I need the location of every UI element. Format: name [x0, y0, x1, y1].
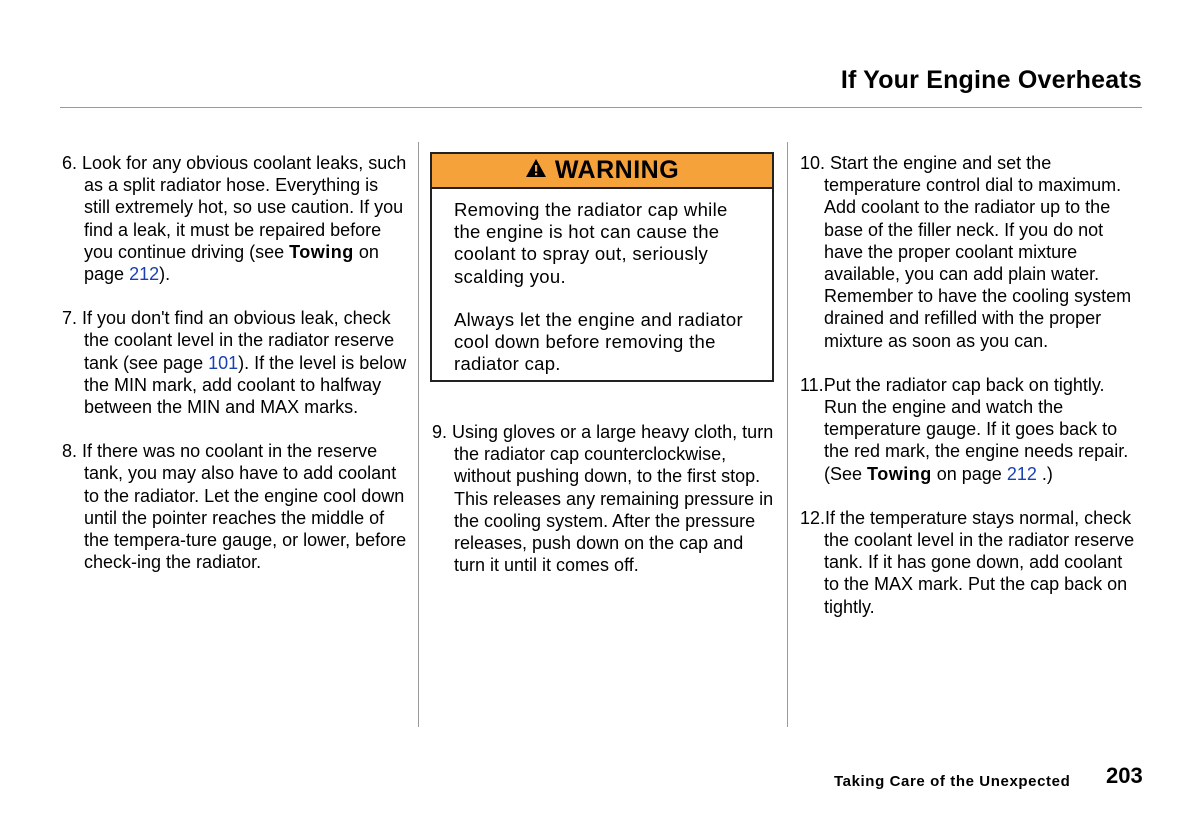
step-10: [800, 152, 1142, 352]
step-12: [800, 507, 1142, 618]
page-link-212[interactable]: 212: [1006, 463, 1037, 484]
warning-body: [432, 189, 772, 375]
step-text: If there was no coolant in the reserve tank, you may also have to add coolant to the radiator. Let the engine cool down until the pointer reaches the middle of the tempera-ture gauge, or lower, before check-ing the radiator.: [82, 441, 407, 573]
step-text: Using gloves or a large heavy cloth, turn the radiator cap counterclockwise, without pushing down, to the first stop. This releases any remaining pressure in the cooling system. After the pressure releases, push down on the cap and turn it until it comes off.: [452, 422, 774, 576]
step-7: [62, 307, 408, 418]
step-bold-term: Towing: [867, 463, 932, 484]
warning-paragraph-1: Removing the radiator cap while the engine is hot can cause the coolant to spray out, seriously scalding you.: [454, 199, 728, 287]
step-bold-term: Towing: [289, 241, 354, 262]
step-tail: ).: [159, 264, 171, 285]
page-link-101[interactable]: 101: [208, 352, 239, 373]
step-tail: .): [1041, 463, 1053, 484]
step-number: 9.: [432, 422, 448, 442]
warning-heading: WARNING: [554, 156, 680, 184]
column-3: [800, 152, 1142, 640]
step-text-after: on page: [936, 463, 1002, 484]
step-number: 10.: [800, 153, 826, 173]
step-number: 6.: [62, 153, 78, 173]
step-8: [62, 440, 408, 573]
title-rule: [60, 107, 1142, 108]
page-number: 203: [1106, 763, 1143, 788]
step-number: 11.: [800, 374, 824, 395]
column-2: [432, 421, 774, 598]
warning-header: [432, 154, 772, 189]
step-text-after: on page: [84, 241, 379, 285]
column-divider-left: [418, 142, 419, 727]
step-9: [432, 421, 774, 576]
step-text: Look for any obvious coolant leaks, such as a split radiator hose. Everything is still extremely hot, so use caution. If you find a leak, it must be repaired before you continue driving (see: [82, 153, 407, 262]
step-number: 7.: [62, 308, 78, 329]
warning-box: [430, 152, 774, 382]
step-text: If you don't find an obvious leak, check the coolant level in the radiator reserve tank (see page: [82, 308, 395, 373]
step-text: Put the radiator cap back on tightly. Run the engine and watch the temperature gauge. If it goes back to the red mark, the engine needs repair. (See: [823, 374, 1129, 484]
footer-section-label: Taking Care of the Unexpected: [834, 773, 1071, 790]
step-tail: ). If the level is below the MIN mark, add coolant to halfway between the MIN and MAX marks.: [84, 352, 407, 418]
step-text: If the temperature stays normal, check the coolant level in the radiator reserve tank. If it has gone down, add coolant to the MAX mark. Put the cap back on tightly.: [824, 507, 1135, 617]
step-11: [800, 374, 1142, 485]
column-divider-right: [787, 142, 788, 727]
step-text: Start the engine and set the temperature control dial to maximum. Add coolant to the radiator up to the base of the filler neck. If you do not have the proper coolant mixture available, you can add plain water. Remember to have the cooling system drained and refilled with the proper mixture as soon as you can.: [824, 153, 1132, 351]
step-number: 8.: [62, 441, 78, 462]
page-link-212[interactable]: 212: [129, 264, 160, 285]
warning-triangle-icon: [525, 156, 547, 185]
step-number: 12.: [800, 507, 826, 528]
step-6: [62, 152, 408, 285]
warning-paragraph-2: Always let the engine and radiator cool down before removing the radiator cap.: [454, 308, 743, 375]
page-title: If Your Engine Overheats: [840, 66, 1142, 94]
column-1: [62, 152, 408, 595]
